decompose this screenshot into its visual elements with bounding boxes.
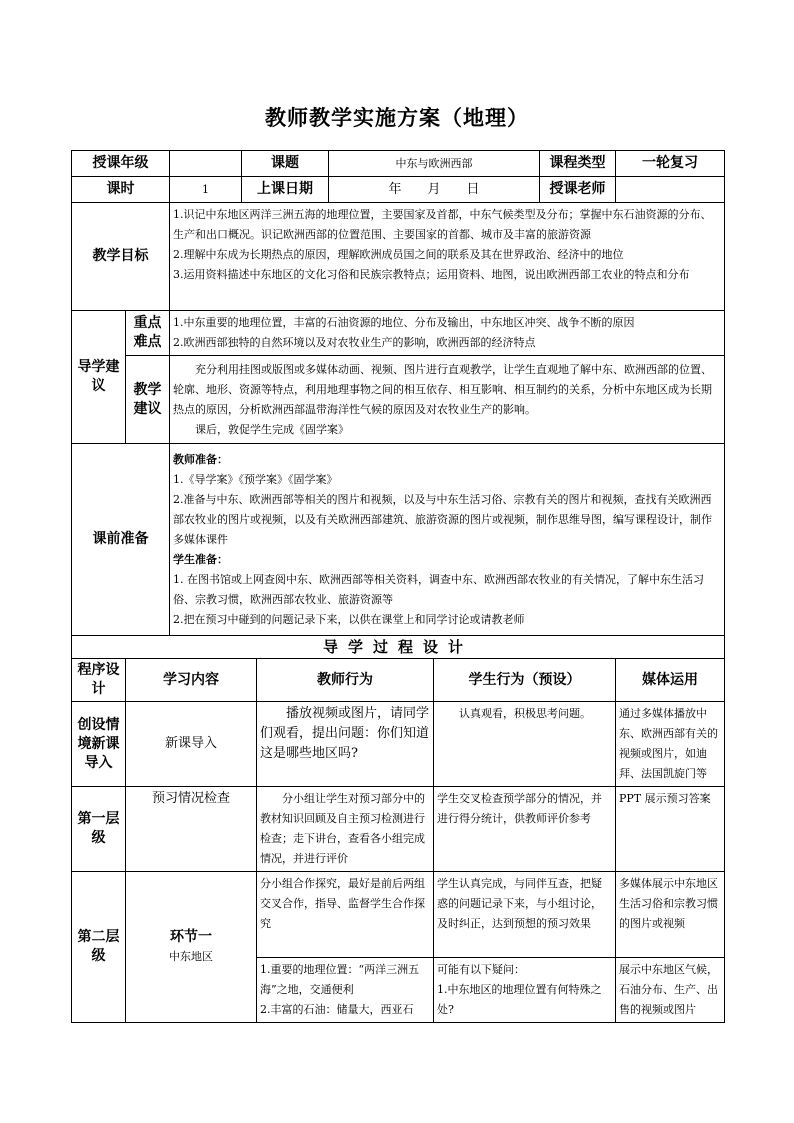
media-level-two-a: 多媒体展示中东地区生活习俗和宗教习惯的图片或视频 bbox=[616, 872, 725, 958]
objective-item: 2.理解中东成为长期热点的原因，理解欧洲成员国之间的联系及其在世界政治、经济中的地位 bbox=[173, 248, 624, 261]
teacher-action-level-one: 分小组让学生对预习部分中的教材知识回顾及自主预习检测进行检查；走下讲台，查看各小组完成情况，并进行评价 bbox=[257, 787, 434, 872]
student-action-level-two-a: 学生认真完成，与同伴互查，把疑惑的问题记录下来，与小组讨论，及时纠正，达到预想的预习效果 bbox=[434, 872, 616, 958]
student-action-intro: 认真观看，积极思考问题。 bbox=[434, 702, 616, 787]
content-intro: 新课导入 bbox=[126, 702, 257, 787]
student-prep-item: 1. 在图书馆或上网查阅中东、欧洲西部等相关资料，调查中东、欧洲西部农牧业的有关情况，了解中东生活习俗、宗教习惯，欧洲西部农牧业、旅游资源等 bbox=[173, 572, 704, 606]
key-points-content bbox=[170, 311, 725, 356]
preparation-label: 课前准备 bbox=[72, 444, 170, 636]
teacher-prep-item: 1.《导学案》《预学案》《固学案》 bbox=[173, 472, 338, 486]
process-header-step: 程序设计 bbox=[72, 659, 126, 702]
preparation-content bbox=[170, 444, 725, 636]
student-action-level-one: 学生交叉检查预学部分的情况，并进行得分统计，供教师评价参考 bbox=[434, 787, 616, 872]
teaching-suggestion-label: 教学建议 bbox=[126, 356, 170, 444]
process-section-title: 导学过程设计 bbox=[72, 636, 725, 659]
media-level-two-b: 展示中东地区气候，石油分布、生产、出售的视频或图片 bbox=[616, 958, 725, 1023]
key-point-item: 2.欧洲西部独特的自然环境以及对农牧业生产的影响，欧洲西部的经济特点 bbox=[173, 336, 536, 349]
teacher-label: 授课老师 bbox=[540, 177, 616, 203]
student-prep-item: 2.把在预习中碰到的问题记录下来，以供在课堂上和同学讨论或请教老师 bbox=[173, 612, 525, 626]
teacher-action-level-two-a: 分小组合作探究，最好是前后两组交叉合作，指导、监督学生合作探究 bbox=[257, 872, 434, 958]
step-level-one: 第一层级 bbox=[72, 787, 126, 872]
document-title: 教师教学实施方案（地理） bbox=[265, 105, 529, 130]
topic-label: 课题 bbox=[242, 151, 329, 177]
objective-item: 3.运用资料描述中东地区的文化习俗和民族宗教特点；运用资料、地图，说出欧洲西部工农业的特点和分布 bbox=[173, 268, 690, 281]
section-one-heading: 环节一 bbox=[170, 928, 212, 945]
student-action-level-two-b bbox=[434, 958, 616, 1023]
topic-value: 中东与欧洲西部 bbox=[329, 151, 540, 177]
guide-label: 导学建议 bbox=[72, 311, 126, 444]
lesson-plan-table bbox=[71, 150, 725, 1023]
teacher-action-level-two-b bbox=[257, 958, 434, 1023]
teacher-action-intro: 播放视频或图片，请同学们观看，提出问题：你们知道这是哪些地区吗? bbox=[257, 702, 434, 787]
process-header-media: 媒体运用 bbox=[616, 659, 725, 702]
objectives-content bbox=[170, 203, 725, 311]
step-level-two: 第二层级 bbox=[72, 872, 126, 1023]
step-intro: 创设情境新课导入 bbox=[72, 702, 126, 787]
process-header-student: 学生行为（预设） bbox=[434, 659, 616, 702]
content-section-one bbox=[126, 872, 257, 1023]
media-intro: 通过多媒体播放中东、欧洲西部有关的视频或图片，如迪拜、法国凯旋门等 bbox=[616, 702, 725, 787]
media-level-one: PPT 展示预习答案 bbox=[616, 787, 725, 872]
content-preview-check: 预习情况检查 bbox=[126, 787, 257, 872]
date-value: 年 月 日 bbox=[329, 177, 540, 203]
teacher-prep-item: 2.准备与中东、欧洲西部等相关的图片和视频，以及与中东生活习俗、宗教有关的图片和视频，查找有关欧洲西部农牧业的图片或视频，以及有关欧洲西部建筑、旅游资源的图片或视频，制作思维导图，编写课程设计，制作多媒体课件 bbox=[173, 492, 712, 546]
teaching-suggestion-paragraph: 充分利用挂图或版图或多媒体动画、视频、图片进行直观教学，让学生直观地了解中东、欧洲西部的位置、轮廓、地形、资源等特点，利用地理事物之间的相互依存、相互影响、相互制约的关系，分析中东地区成为长期热点的原因，分析欧洲西部温带海洋性气候的原因及对农牧业生产的影响。 bbox=[173, 362, 712, 416]
teaching-suggestion-content bbox=[170, 356, 725, 444]
hours-label: 课时 bbox=[72, 177, 170, 203]
key-points-label: 重点难点 bbox=[126, 311, 170, 356]
course-type-value: 一轮复习 bbox=[616, 151, 725, 177]
teacher-value bbox=[616, 177, 725, 203]
process-header-content: 学习内容 bbox=[126, 659, 257, 702]
student-prep-heading: 学生准备： bbox=[173, 552, 228, 566]
student-point: 可能有以下疑问： bbox=[437, 963, 525, 976]
teacher-prep-heading: 教师准备： bbox=[173, 452, 228, 466]
teacher-point: 1.重要的地理位置：“两洋三洲五海”之地，交通便利 bbox=[260, 963, 420, 996]
section-one-subtitle: 中东地区 bbox=[169, 949, 213, 963]
teacher-point: 2.丰富的石油：储量大，西亚石 bbox=[260, 1003, 414, 1016]
key-point-item: 1.中东重要的地理位置，丰富的石油资源的地位、分布及输出，中东地区冲突、战争不断的原因 bbox=[173, 316, 635, 329]
hours-value: 1 bbox=[170, 177, 242, 203]
process-header-teacher: 教师行为 bbox=[257, 659, 434, 702]
objectives-label: 教学目标 bbox=[72, 203, 170, 311]
date-label: 上课日期 bbox=[242, 177, 329, 203]
objective-item: 1.识记中东地区两洋三洲五海的地理位置，主要国家及首都，中东气候类型及分布；掌握中东石油资源的分布、生产和出口概况。识记欧洲西部的位置范围、主要国家的首都、城市及丰富的旅游资源 bbox=[173, 208, 712, 241]
student-point: 1.中东地区的地理位置有何特殊之处? bbox=[437, 983, 602, 1016]
course-type-label: 课程类型 bbox=[540, 151, 616, 177]
teaching-suggestion-paragraph: 课后，敦促学生完成《固学案》 bbox=[195, 422, 349, 436]
grade-value bbox=[170, 151, 242, 177]
grade-label: 授课年级 bbox=[72, 151, 170, 177]
